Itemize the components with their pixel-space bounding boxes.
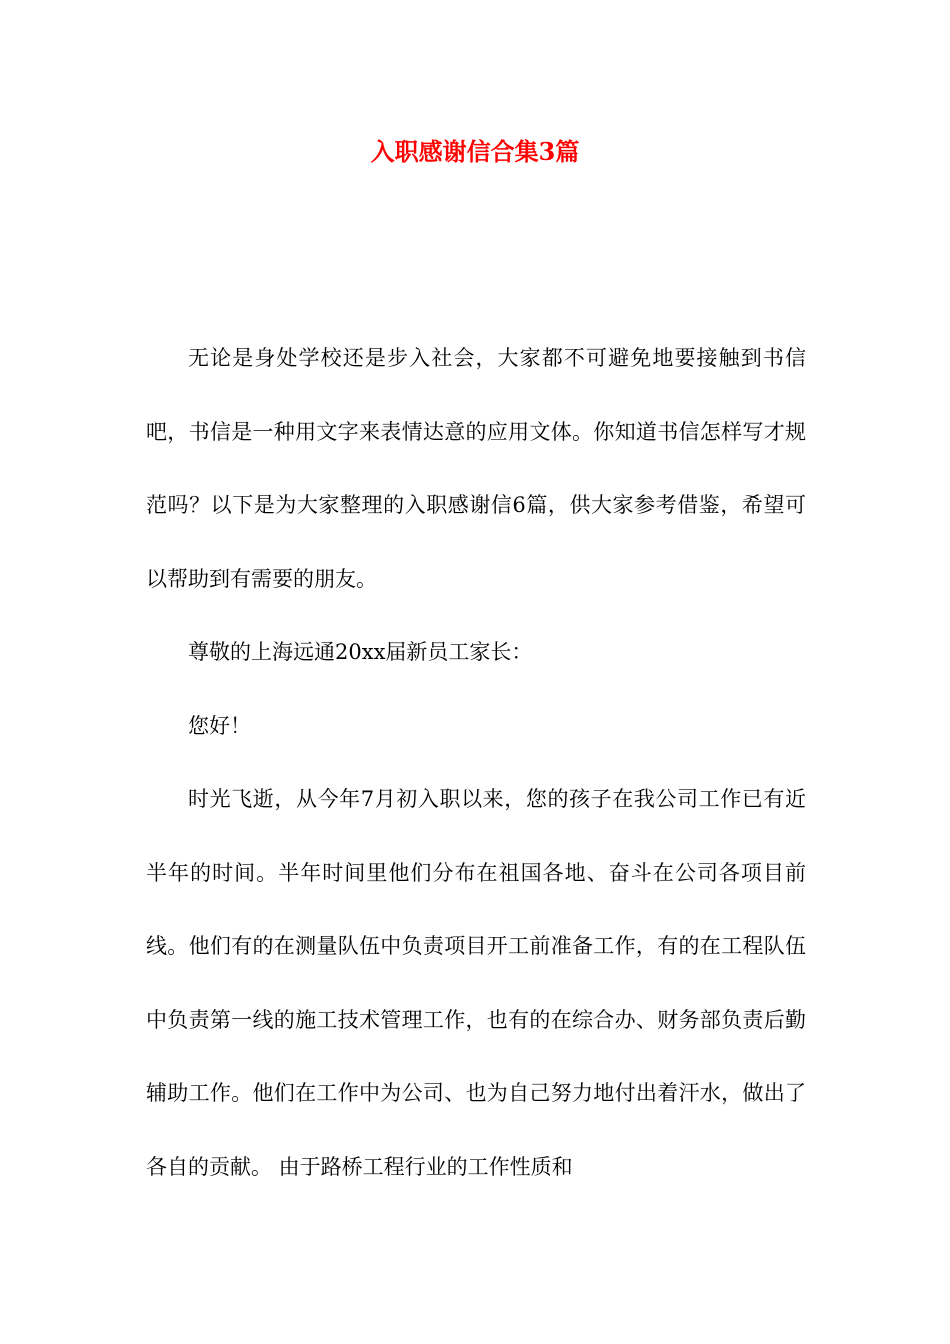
letter-body-paragraph: 时光飞逝，从今年7月初入职以来，您的孩子在我公司工作已有近半年的时间。半年时间里他们分布在祖国各地、奋斗在公司各项目前线。他们有的在测量队伍中负责项目开工前准备工作，有的在工程队伍中负责第一线的施工技术管理工作，也有的在综合办、财务部负责后勤辅助工作。他们在工作中为公司、也为自己努力地付出着汗水，做出了各自的贡献。 由于路桥工程行业的工作性质和 — [146, 787, 806, 1179]
greeting-paragraph: 您好！ — [188, 713, 251, 738]
document-title: 入职感谢信合集3篇 — [370, 137, 580, 166]
intro-paragraph: 无论是身处学校还是步入社会，大家都不可避免地要接触到书信吧，书信是一种用文字来表情达意的应用文体。你知道书信怎样写才规范吗？以下是为大家整理的入职感谢信6篇，供大家参考借鉴，希望可以帮助到有需要的朋友。 — [146, 346, 806, 591]
document-body — [146, 322, 806, 1204]
salutation-paragraph: 尊敬的上海远通20xx届新员工家长： — [188, 640, 533, 664]
